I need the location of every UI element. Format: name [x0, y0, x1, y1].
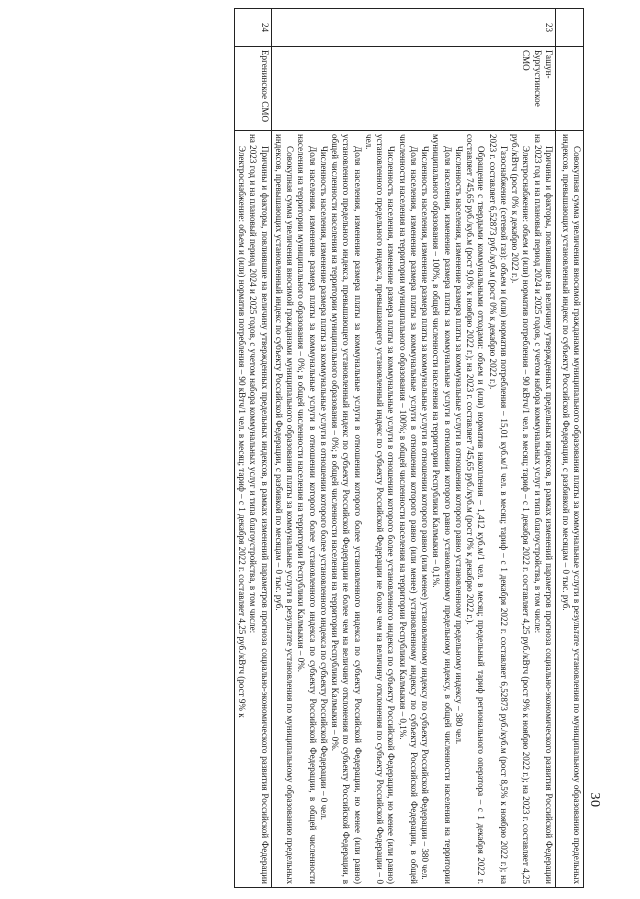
paragraph: Доля населения, изменение размера платы за коммунальные услуги в отношении которого равно (или менее) установленному индексу по субъекту Российской Федерации, в общей численности населения на территории муниципального образования – 100%; в общей численности населения на территории Республики Калмыкия – 0,1%.: [397, 134, 419, 884]
municipality-name: Гашун-Бургустинское СМО: [521, 50, 554, 107]
paragraph: Доля населения, изменение размера платы за коммунальные услуги в отношении которого более установленного индекса по субъекту Российской Федерации, в общей численности населения на территории муниципального образования – 0%; в общей численности населения на территории Республики Калмыкия – 0%.: [296, 134, 318, 884]
row-number-cell: [271, 9, 555, 47]
table-row: [235, 9, 272, 888]
paragraph: Обращение с твердыми коммунальными отходами: объем и (или) норматив накопления – 1,412 куб.м/1 чел. в месяц; предельный тариф регионального оператора – с 1 декабря 2022 г. составляет 745,65 руб./куб.м (рост 9,0% к ноябрю 2022 г.); на 2023 г. составляет 745,65 руб./куб.м (рост 0% к декабрю 2022 г.).: [465, 134, 487, 884]
row-number-cell: [235, 9, 272, 47]
municipality-name: Ергенинское СМО: [259, 50, 270, 123]
paragraph: Газоснабжение (сетевой газ): объем и (или) норматив потребления – 15,01 куб.м/1 чел. в месяц; тариф – с 1 декабря 2022 г. составляет 6,52873 руб./куб.м (рост 8,5% к ноябрю 2022 г.); на 2023 г. составляет 6,52873 руб./куб.м (рост 0% к декабрю 2022 г.).: [487, 134, 509, 884]
municipality-name-cell: [271, 47, 555, 131]
rotated-page-content: [52, 8, 584, 888]
paragraph: Доля населения, изменение размера платы за коммунальные услуги в отношении которого равно установленному предельному индексу, в общей численности населения на территории муниципального образования – 100%, в общей численности населения на территории Республики Калмыкия – 0,1%.: [431, 134, 453, 884]
table-row: [271, 9, 555, 888]
paragraph: Доля населения, изменение размера платы за коммунальные услуги в отношении которого более установленного индекса по субъекту Российской Федерации, но менее (или равно) установленного предельного индекса, превышающего установленный индекс по субъекту Российской Федерации не более чем на величину отклонения по субъекту Российской Федерации, в общей численности населения на территории муниципального образования – 0%; в общей численности населения на территории Республики Калмыкия – 0%.: [330, 134, 363, 884]
description-cell: [271, 131, 555, 888]
row-number: 24: [259, 22, 270, 33]
municipality-name-cell: [235, 47, 272, 131]
municipal-indices-table: [234, 8, 584, 888]
paragraph: Электроснабжение: объем и (или) норматив потребления – 90 кВтч/1 чел. в месяц; тариф – с 1 декабря 2022 г. составляет 4,25 руб./кВтч (рост 9% к: [237, 146, 248, 718]
municipality-name-cell: [556, 47, 584, 131]
page-number: 30: [587, 792, 602, 808]
paragraph: Численность населения, изменение размера платы за коммунальные услуги в отношении которого более установленного индекса по субъекту Российской Федерации – 0 чел.: [319, 146, 329, 821]
row-number-cell: [556, 9, 584, 47]
row-number: 23: [544, 22, 554, 33]
paragraph: Причины и факторы, повлиявшие на величину утвержденных предельных индексов, в рамках изменений параметров прогноза социально-экономического развития Российской Федерации на 2023 год и на плановый период 2024 и 2025 годов, с учетом набора коммунальных услуг и типа благоустройства, в том числе:: [532, 134, 554, 884]
description-cell: [235, 131, 272, 888]
paragraph: Численность населения, изменение размера платы за коммунальные услуги в отношении которого равно установленному предельному индексу – 380 чел.: [454, 146, 464, 745]
table-row: [556, 9, 584, 888]
paragraph: Причины и факторы, повлиявшие на величину утвержденных предельных индексов, в рамках изменений параметров прогноза социально-экономического развития Российской Федерации на 2023 год и на плановый период 2024 и 2025 годов, с учетом набора коммунальных услуг и типа благоустройства, в том числе:: [248, 134, 270, 884]
paragraph: Совокупная сумма увеличения вносимой гражданами муниципального образования платы за коммунальные услуги в результате установления по муниципальному образованию предельных индексов, превышающих установленный индекс по субъекту Российской Федерации, с разбивкой по месяцам – 0 тыс. руб.: [560, 134, 582, 884]
paragraph: Электроснабжение: объем и (или) норматив потребления – 90 кВтч/1 чел. в месяц; тариф – с 1 декабря 2022 г. составляет 4,25 руб./кВтч (рост 9% к ноябрю 2022 г.); на 2023 г. составляет 4,25 руб./кВтч (рост 0% к декабрю 2022 г.).: [510, 134, 532, 884]
paragraph: Совокупная сумма увеличения вносимой гражданами муниципального образования платы за коммунальные услуги в результате установления по муниципальному образованию предельных индексов, превышающих установленный индекс по субъекту Российской Федерации, с разбивкой по месяцам – 0 тыс. руб.: [274, 134, 296, 884]
description-cell: [556, 131, 584, 888]
paragraph: Численность населения, изменение размера платы за коммунальные услуги в отношении которого равно (или менее) установленному индексу по субъекту Российской Федерации – 380 чел.: [420, 146, 431, 880]
paragraph: Численность населения, изменение размера платы за коммунальные услуги в отношении которого более установленного индекса по субъекту Российской Федерации, но менее (или равно) установленного предельного индекса, превышающего установленный индекс по субъекту Российской Федерации не более чем на величину отклонения по субъекту Российской Федерации – 0 чел.: [364, 134, 397, 884]
